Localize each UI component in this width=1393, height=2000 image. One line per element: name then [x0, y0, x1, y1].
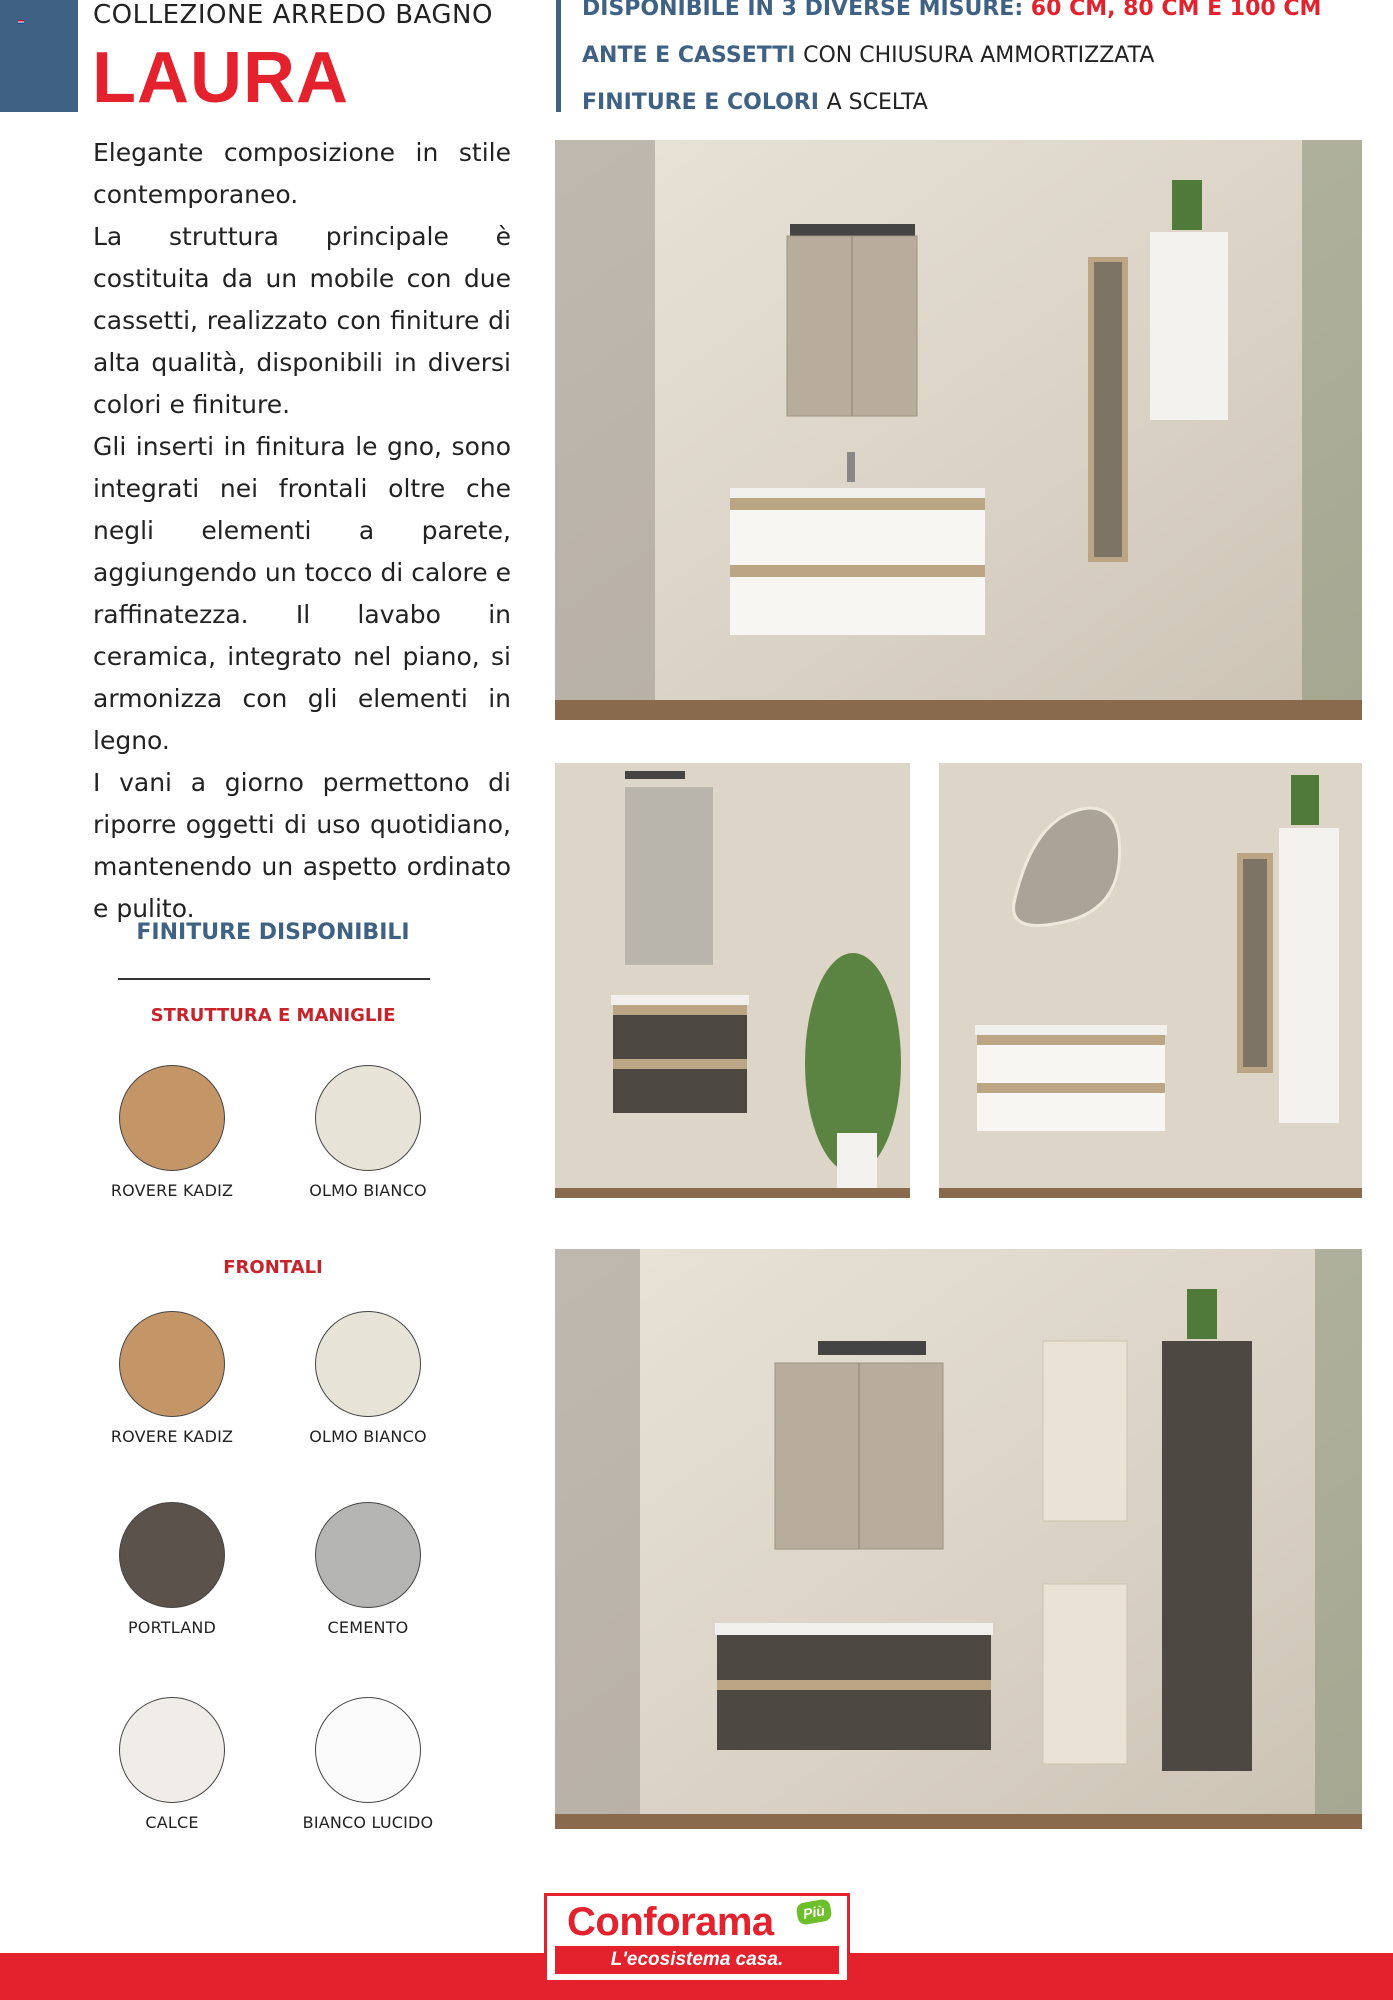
product-description [93, 132, 511, 930]
swatch-bianco-lucido[interactable] [270, 1697, 466, 1832]
swatch-olmo-bianco[interactable] [270, 1311, 466, 1446]
feature-text: A SCELTA [826, 90, 928, 115]
swatch-rovere-kadiz[interactable] [74, 1065, 270, 1200]
feature-item [582, 0, 1393, 21]
feature-highlight: ANTE E CASSETTI [582, 43, 804, 68]
brand-tagline: L'ecosistema casa. [555, 1946, 839, 1974]
swatch-label: CALCE [145, 1813, 199, 1832]
swatch-label: PORTLAND [127, 1618, 217, 1637]
swatch-circle [119, 1697, 225, 1803]
feature-highlight: FINITURE E COLORI [582, 90, 827, 115]
feature-highlight: DISPONIBILE IN 3 DIVERSE MISURE: [582, 0, 1031, 21]
description-paragraph: La struttura principale è costituita da un mobile con due cassetti, realizzato con finiture di alta qualità, disponibili in diversi colori e finiture. [93, 222, 511, 419]
brand-name: Conforama [567, 1900, 774, 1944]
product-photo-main [555, 140, 1362, 720]
swatch-olmo-bianco[interactable] [270, 1065, 466, 1200]
flag-icon [18, 20, 24, 24]
corner-tab [0, 0, 78, 112]
swatch-circle [315, 1502, 421, 1608]
swatch-label: OLMO BIANCO [309, 1181, 427, 1200]
feature-text: CON CHIUSURA AMMORTIZZATA [803, 43, 1155, 68]
collection-label: COLLEZIONE ARREDO BAGNO [93, 0, 493, 30]
swatch-circle [315, 1311, 421, 1417]
product-title: LAURA [92, 38, 349, 118]
swatch-label: ROVERE KADIZ [110, 1181, 234, 1200]
description-paragraph: Gli inserti in finitura le gno, sono integrati nei frontali oltre che negli elementi a parete, aggiungendo un tocco di calore e raffinatezza. Il lavabo in ceramica, integrato nel piano, si armonizza con gli elementi in legno. [93, 432, 511, 755]
swatch-cemento[interactable] [270, 1502, 466, 1637]
feature-sizes: 60 CM, 80 CM E 100 CM [1030, 0, 1322, 21]
swatch-label: ROVERE KADIZ [110, 1427, 234, 1446]
swatch-circle [315, 1065, 421, 1171]
swatch-rovere-kadiz[interactable] [74, 1311, 270, 1446]
swatch-label: CEMENTO [327, 1618, 409, 1637]
feature-list [556, 0, 1393, 115]
swatch-label: OLMO BIANCO [309, 1427, 427, 1446]
swatch-circle [119, 1311, 225, 1417]
divider [118, 978, 430, 980]
swatch-portland[interactable] [74, 1502, 270, 1637]
description-paragraph: Elegante composizione in stile contemporaneo. [93, 138, 511, 209]
swatch-label: BIANCO LUCIDO [302, 1813, 434, 1832]
fronts-heading: FRONTALI [223, 1257, 323, 1278]
swatch-calce[interactable] [74, 1697, 270, 1832]
feature-item [582, 44, 1393, 68]
piu-badge: Più [796, 1898, 833, 1926]
feature-item [582, 91, 1393, 115]
swatch-circle [119, 1065, 225, 1171]
swatch-circle [315, 1697, 421, 1803]
conforama-logo[interactable] [544, 1893, 850, 1983]
product-photo-full [555, 1249, 1362, 1829]
swatch-circle [119, 1502, 225, 1608]
structure-heading: STRUTTURA E MANIGLIE [150, 1005, 396, 1026]
description-paragraph: I vani a giorno permettono di riporre oggetti di uso quotidiano, mantenendo un aspetto ordinato e pulito. [93, 768, 511, 923]
product-photo-mirror [939, 763, 1362, 1198]
finishes-title: FINITURE DISPONIBILI [136, 920, 410, 945]
product-photo-portland [555, 763, 910, 1198]
